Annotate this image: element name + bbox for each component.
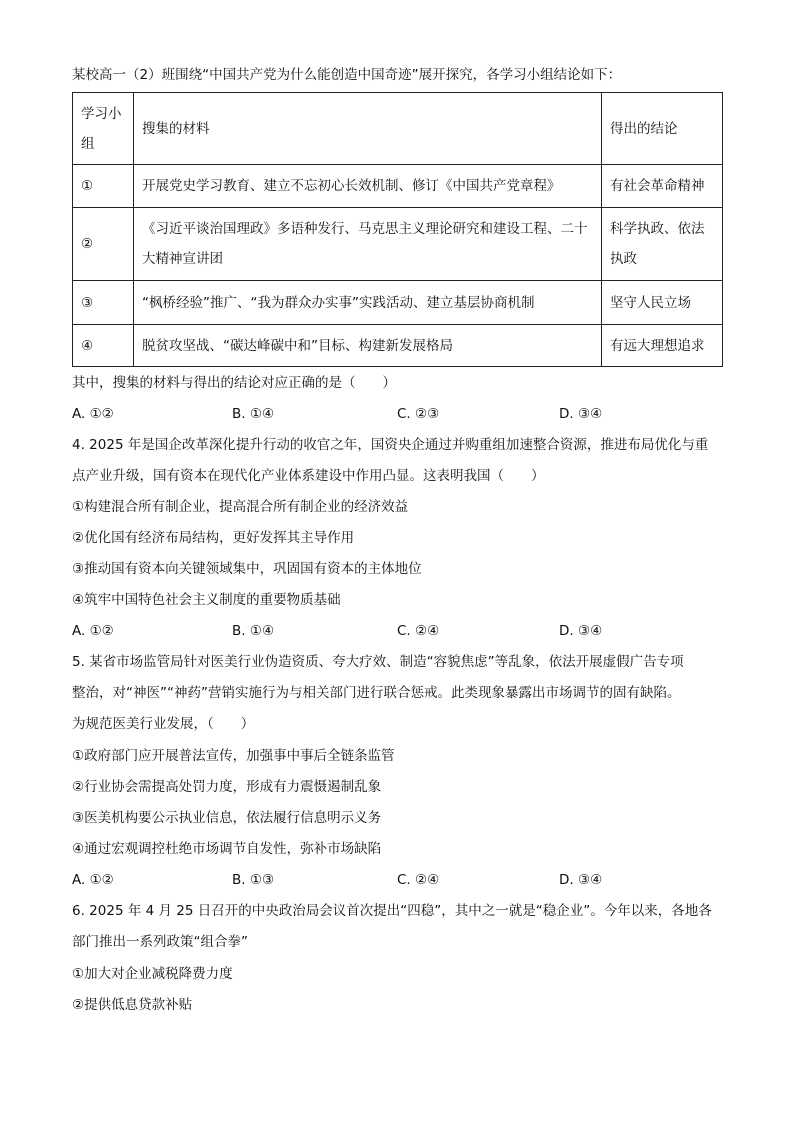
q4-statement: ④筑牢中国特色社会主义制度的重要物质基础 — [72, 592, 341, 608]
row-group: ① — [73, 165, 134, 208]
row-material: 《习近平谈治国理政》多语种发行、马克思主义理论研究和建设工程、二十大精神宣讲团 — [134, 208, 602, 281]
q5-options — [72, 871, 722, 889]
q4-statement: ③推动国有资本向关键领域集中，巩固国有资本的主体地位 — [72, 561, 422, 577]
row-conclusion: 科学执政、依法执政 — [602, 208, 723, 281]
table-row — [73, 281, 723, 325]
q3-intro: 某校高一（2）班围绕“中国共产党为什么能创造中国奇迹”展开探究，各学习小组结论如下： — [72, 67, 622, 83]
row-group: ③ — [73, 281, 134, 325]
q5-stem-line: 为规范医美行业发展，（ ） — [72, 716, 255, 732]
row-material: “枫桥经验”推广、“我为群众办实事”实践活动、建立基层协商机制 — [134, 281, 602, 325]
option-c[interactable]: C. ②③ — [397, 406, 440, 422]
table-row — [73, 325, 723, 367]
row-conclusion: 有社会革命精神 — [602, 165, 723, 208]
q3-options — [72, 405, 722, 423]
q4-statement: ②优化国有经济布局结构，更好发挥其主导作用 — [72, 530, 355, 546]
row-group: ② — [73, 208, 134, 281]
option-b[interactable]: B. ①④ — [232, 406, 275, 422]
header-material: 搜集的材料 — [134, 93, 602, 165]
q5-statement: ④通过宏观调控杜绝市场调节自发性，弥补市场缺陷 — [72, 841, 382, 857]
q4-statement: ①构建混合所有制企业，提高混合所有制企业的经济效益 — [72, 499, 409, 515]
q4-stem-line: 点产业升级，国有资本在现代化产业体系建设中作用凸显。这表明我国（ ） — [72, 468, 545, 484]
q5-statement: ③医美机构要公示执业信息，依法履行信息明示义务 — [72, 810, 382, 826]
row-group: ④ — [73, 325, 134, 367]
header-conclusion: 得出的结论 — [602, 93, 723, 165]
q3-stem-end: 其中，搜集的材料与得出的结论对应正确的是（ ） — [72, 375, 396, 391]
table-header-row — [73, 93, 723, 165]
option-a[interactable]: A. ①② — [72, 623, 114, 639]
option-c[interactable]: C. ②④ — [397, 872, 440, 888]
q6-statement: ②提供低息贷款补贴 — [72, 997, 193, 1013]
option-d[interactable]: D. ③④ — [559, 623, 603, 639]
option-c[interactable]: C. ②④ — [397, 623, 440, 639]
q6-stem-line: 6. 2025 年 4 月 25 日召开的中央政治局会议首次提出“四稳”，其中之一就是“稳企业”。今年以来，各地各 — [72, 903, 712, 919]
option-a[interactable]: A. ①② — [72, 872, 114, 888]
q3-table — [72, 92, 723, 367]
option-d[interactable]: D. ③④ — [559, 872, 603, 888]
row-conclusion: 坚守人民立场 — [602, 281, 723, 325]
q4-options — [72, 622, 722, 640]
header-group: 学习小组 — [73, 93, 134, 165]
q6-stem-line: 部门推出一系列政策“组合拳” — [72, 934, 248, 950]
option-a[interactable]: A. ①② — [72, 406, 114, 422]
row-material: 脱贫攻坚战、“碳达峰碳中和”目标、构建新发展格局 — [134, 325, 602, 367]
q5-statement: ①政府部门应开展普法宣传，加强事中事后全链条监管 — [72, 748, 395, 764]
row-conclusion: 有远大理想追求 — [602, 325, 723, 367]
option-d[interactable]: D. ③④ — [559, 406, 603, 422]
q4-stem-line: 4. 2025 年是国企改革深化提升行动的收官之年，国资央企通过并购重组加速整合资源，推进布局优化与重 — [72, 437, 709, 453]
table-row — [73, 165, 723, 208]
option-b[interactable]: B. ①③ — [232, 872, 275, 888]
q5-statement: ②行业协会需提高处罚力度，形成有力震慑遏制乱象 — [72, 779, 382, 795]
row-material: 开展党史学习教育、建立不忘初心长效机制、修订《中国共产党章程》 — [134, 165, 602, 208]
option-b[interactable]: B. ①④ — [232, 623, 275, 639]
q5-stem-line: 整治，对“神医”“神药”营销实施行为与相关部门进行联合惩戒。此类现象暴露出市场调节的固有缺陷。 — [72, 685, 681, 701]
table-row — [73, 208, 723, 281]
q6-statement: ①加大对企业减税降费力度 — [72, 966, 233, 982]
q5-stem-line: 5. 某省市场监管局针对医美行业伪造资质、夸大疗效、制造“容貌焦虑”等乱象，依法开展虚假广告专项 — [72, 654, 684, 670]
